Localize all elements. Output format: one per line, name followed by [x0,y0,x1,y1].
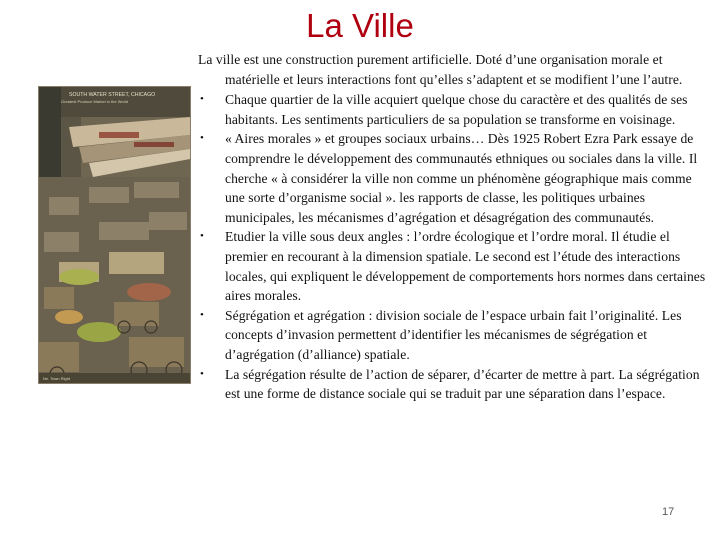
bullet-icon: • [200,367,204,380]
bullet-icon: • [200,230,204,243]
bullet-text: « Aires morales » et groupes sociaux urbains… Dès 1925 Robert Ezra Park essaye de comprendre le développement des communautés ethniques ou sociales dans la ville. Il cherche « à considérer la ville non comme un phénomène géographique mais comme une sorte d’organisme social ». les rapports de classe, les politiques urbaines municipales, les mécanismes d’agrégation et désagrégation des communautés. [225,131,698,225]
slide-title: La Ville [306,7,414,44]
bullet-item [198,227,706,305]
intro-paragraph: La ville est une construction purement artificielle. Doté d’une organisation morale et matérielle et leurs interactions font qu’elles s’adaptent et se modifient l’une l’autre. [198,52,683,87]
bullet-text: Etudier la ville sous deux angles : l’ordre écologique et l’ordre moral. Il étudie el premier en recourant à la dimension spatiale. Le second est l’étude des interactions locales, qui expliquent le développement de comportements hors normes dans certaines aires morales. [225,229,706,304]
bullet-text: Ségrégation et agrégation : division sociale de l’espace urbain fait l’originalité. Les concepts d’invasion permettent d’identifier les mécanismes de ségrégation et d’agrégation (d’alliance) spatiale. [225,307,682,362]
page-number: 17 [662,506,675,518]
bullet-text: Chaque quartier de la ville acquiert quelque chose du caractère et des qualités de ses habitants. Les sentiments particuliers de sa population se transforme en voisinage. [225,92,688,127]
bullet-icon: • [200,132,204,145]
photo-caption-line2: Greatest Produce Market in the World [61,99,129,104]
photo-caption-line1: SOUTH WATER STREET, CHICAGO [69,92,156,98]
bullet-item [198,129,706,227]
photo-corner-text: Ne. Town Right [43,376,71,381]
bullet-icon: • [200,93,204,106]
bullet-item [198,365,706,404]
slide-body [198,50,706,404]
bullet-item [198,90,706,129]
bullet-text: La ségrégation résulte de l’action de séparer, d’écarter de mettre à part. La ségrégation est une forme de distance sociale qui se traduit par une séparation dans l’espace. [225,366,700,402]
bullet-icon: • [200,308,204,321]
market-street-photo [38,86,191,384]
bullet-item [198,306,706,365]
